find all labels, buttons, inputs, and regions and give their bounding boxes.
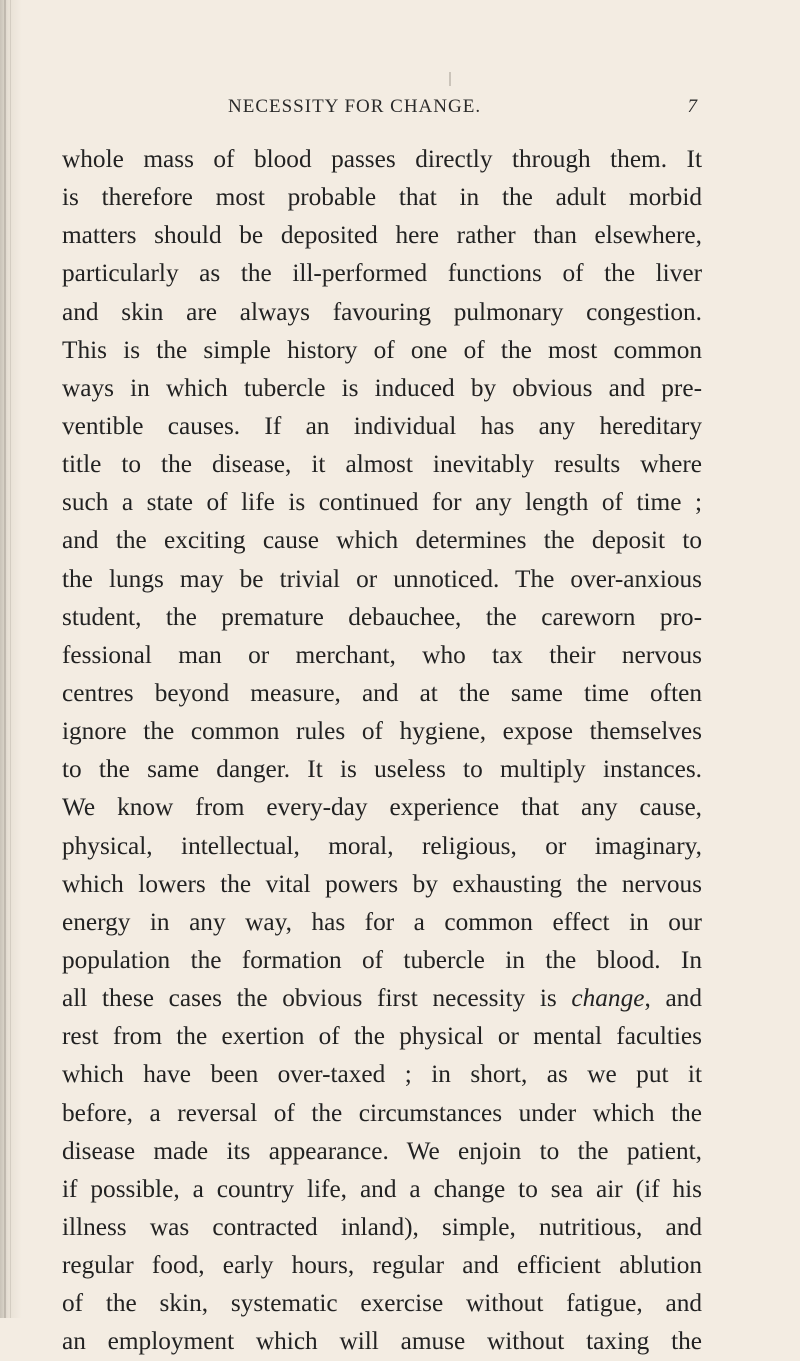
text-line: is therefore most probable that in the adult morbid bbox=[62, 183, 702, 212]
line-text-tail: , and bbox=[644, 984, 702, 1013]
text-line: to the same danger. It is useless to multiply instances. bbox=[62, 755, 702, 784]
page-number: 7 bbox=[687, 96, 698, 117]
text-line: ignore the common rules of hygiene, expose themselves bbox=[62, 717, 702, 746]
text-line: which lowers the vital powers by exhausting the nervous bbox=[62, 869, 702, 898]
text-line: title to the disease, it almost inevitably results where bbox=[62, 450, 702, 479]
text-line: whole mass of blood passes directly through them. It bbox=[62, 145, 702, 173]
text-line: We know from every-day experience that any cause, bbox=[62, 793, 702, 822]
text-line: regular food, early hours, regular and efficient ablution bbox=[62, 1251, 702, 1280]
text-line: energy in any way, has for a common effect in our bbox=[62, 907, 702, 936]
body-text bbox=[62, 140, 702, 1361]
text-line: if possible, a country life, and a change to sea air (if his bbox=[62, 1174, 702, 1203]
text-line: which have been over-taxed ; in short, as we put it bbox=[62, 1060, 702, 1089]
text-line: before, a reversal of the circumstances under which the bbox=[62, 1098, 702, 1127]
text-line: an employment which will amuse without taxing the bbox=[62, 1327, 702, 1356]
text-line: ventible causes. If an individual has any hereditary bbox=[62, 411, 702, 440]
text-line: rest from the exertion of the physical or mental faculties bbox=[62, 1022, 702, 1051]
emphasis-word: change bbox=[571, 984, 645, 1013]
text-line: matters should be deposited here rather than elsewhere, bbox=[62, 221, 702, 250]
text-line: physical, intellectual, moral, religious, or imaginary, bbox=[62, 831, 702, 860]
text-line: disease made its appearance. We enjoin to the patient, bbox=[62, 1136, 702, 1165]
text-line: centres beyond measure, and at the same time often bbox=[62, 678, 702, 707]
running-title: NECESSITY FOR CHANGE. bbox=[228, 96, 482, 117]
text-line: and the exciting cause which determines the deposit to bbox=[62, 526, 702, 555]
text-line: population the formation of tubercle in the blood. In bbox=[62, 945, 702, 974]
text-line-with-emphasis bbox=[62, 979, 702, 1017]
running-head bbox=[228, 96, 698, 122]
text-line: of the skin, systematic exercise without fatigue, and bbox=[62, 1289, 702, 1318]
binding-gutter-inner bbox=[10, 0, 11, 1318]
text-line: such a state of life is continued for any length of time ; bbox=[62, 488, 702, 517]
line-text: all these cases the obvious first necessity is bbox=[62, 984, 572, 1013]
text-line: student, the premature debauchee, the careworn pro- bbox=[62, 602, 702, 631]
binding-gutter bbox=[4, 0, 6, 1318]
text-line: particularly as the ill-performed functions of the liver bbox=[62, 259, 702, 288]
text-line: fessional man or merchant, who tax their nervous bbox=[62, 640, 702, 669]
text-line: ways in which tubercle is induced by obvious and pre- bbox=[62, 373, 702, 402]
text-line: and skin are always favouring pulmonary congestion. bbox=[62, 297, 702, 326]
text-line: illness was contracted inland), simple, nutritious, and bbox=[62, 1212, 702, 1241]
text-line: This is the simple history of one of the most common bbox=[62, 335, 702, 364]
text-line: the lungs may be trivial or unnoticed. The over-anxious bbox=[62, 564, 702, 593]
print-mark bbox=[449, 72, 451, 86]
